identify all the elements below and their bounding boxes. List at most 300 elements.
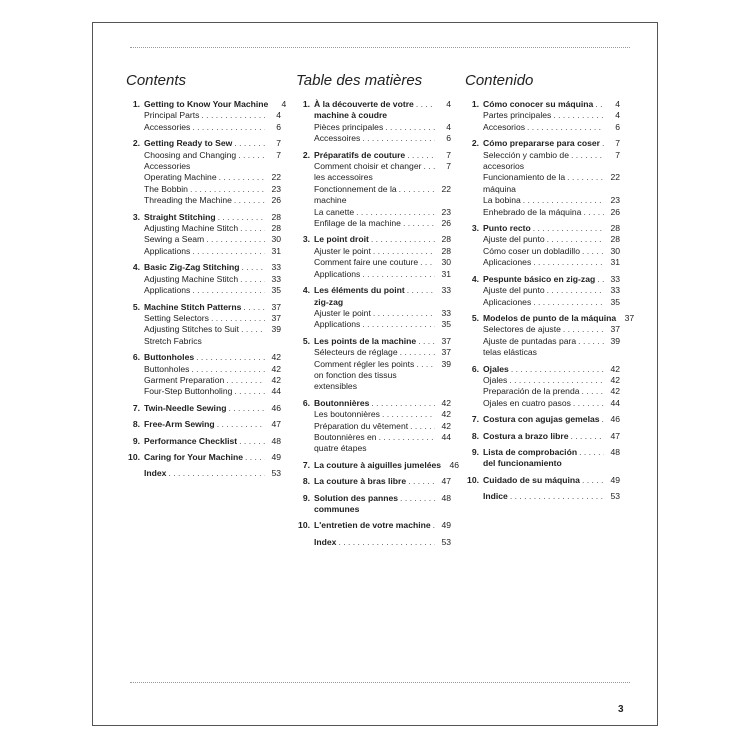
section-body [483, 447, 620, 470]
section-heading [483, 414, 620, 425]
toc-section [465, 447, 620, 470]
toc-section [465, 491, 620, 502]
section-number: 8. [132, 419, 140, 430]
dot-leader [373, 308, 435, 319]
dot-leader [416, 359, 435, 370]
entry-label: Funcionamiento de la máquina [483, 172, 566, 194]
section-body [144, 138, 281, 206]
section-body [483, 274, 620, 308]
entry-label: Cuidado de su máquina [483, 474, 580, 485]
subsection-entry [314, 184, 451, 207]
page-ref: 23 [271, 183, 281, 194]
subsection-entry [314, 257, 451, 268]
section-body [144, 403, 281, 414]
entry-label: Choosing and Changing Accessories [144, 149, 237, 172]
entry-label: Principal Parts [144, 110, 200, 121]
section-number: 8. [302, 476, 310, 487]
entry-label: Threading the Machine [144, 195, 232, 206]
subsection-entry [314, 432, 451, 455]
dot-leader [385, 122, 435, 133]
page-ref: 37 [441, 347, 451, 358]
section-number [126, 468, 144, 479]
toc-section [465, 223, 620, 269]
entry-label: Punto recto [483, 223, 531, 234]
dot-leader [371, 234, 435, 245]
page-ref: 47 [271, 419, 281, 430]
subsection-entry [314, 161, 451, 184]
entry-label: Garment Preparation [144, 374, 225, 385]
entry-label: Basic Zig-Zag Stitching [144, 262, 240, 273]
subsection-entry [144, 364, 281, 375]
dot-leader [583, 207, 604, 218]
dot-leader [533, 297, 604, 308]
section-heading [314, 150, 451, 161]
page-ref: 31 [610, 257, 620, 268]
dot-leader [570, 431, 604, 442]
toc-section [126, 212, 281, 258]
dot-leader [563, 324, 604, 335]
toc-section [296, 537, 451, 548]
entry-label: Applications [144, 285, 191, 296]
page-ref: 4 [615, 99, 620, 109]
page-ref: 53 [610, 491, 620, 502]
section-heading [144, 302, 281, 313]
section-body [483, 431, 620, 442]
section-heading [144, 352, 281, 363]
section-heading [314, 234, 451, 245]
page-ref: 30 [441, 257, 451, 268]
dot-leader [338, 537, 435, 548]
entry-label: Applications [314, 319, 361, 330]
entry-label: Index [314, 536, 337, 547]
entry-label: Ojales en cuatro pasos [483, 397, 571, 408]
subsection-entry [314, 122, 451, 133]
dot-leader [420, 257, 435, 268]
dot-leader [234, 386, 265, 397]
section-body [483, 491, 620, 502]
subsection-entry [144, 313, 281, 324]
dot-leader [228, 403, 265, 414]
entry-label: La canette [314, 206, 355, 217]
page-ref: 7 [446, 161, 451, 172]
section-heading [144, 436, 281, 447]
section-number: 1. [302, 99, 310, 109]
page-ref: 28 [271, 223, 281, 234]
subsection-entry [144, 122, 281, 133]
subsection-entry [483, 122, 620, 133]
entry-label: Selectores de ajuste [483, 324, 561, 335]
section-number: 5. [471, 312, 479, 323]
section-heading [314, 459, 460, 471]
section-number: 5. [132, 301, 140, 312]
section-heading [144, 99, 287, 110]
dot-leader [219, 172, 265, 183]
section-heading [483, 475, 620, 486]
page-ref: 48 [441, 492, 451, 503]
toc-section [296, 398, 451, 455]
section-body [314, 493, 451, 516]
section-number: 9. [302, 492, 310, 503]
page-ref: 33 [271, 273, 281, 284]
section-heading [483, 364, 620, 375]
dot-leader [192, 246, 265, 257]
section-heading [483, 491, 620, 502]
page-ref: 39 [271, 324, 281, 335]
toc-section [126, 262, 281, 296]
page-ref: 22 [441, 183, 451, 194]
page-ref: 6 [615, 121, 620, 132]
dot-leader [547, 234, 604, 245]
subsection-entry [483, 336, 620, 359]
subsection-entry [483, 297, 620, 308]
dot-leader [373, 246, 435, 257]
section-body [144, 468, 281, 479]
toc-section [126, 138, 281, 206]
entry-label: Ajuster le point [314, 307, 371, 318]
section-number: 7. [471, 414, 479, 425]
toc-section [465, 475, 620, 486]
entry-label: Preparación de la prenda [483, 386, 580, 397]
subsection-entry [483, 386, 620, 397]
entry-label: Comment faire une couture [314, 257, 419, 268]
bottom-divider [130, 682, 630, 683]
dot-leader [362, 319, 435, 330]
page-ref: 30 [610, 245, 620, 256]
entry-label: Applications [144, 245, 191, 256]
entry-label: Ajuste del punto [483, 234, 545, 245]
subsection-entry [314, 269, 451, 280]
page-ref: 6 [446, 133, 451, 144]
entry-label: Cómo prepararse para coser [483, 138, 601, 149]
page-number: 3 [618, 704, 624, 715]
page-ref: 28 [441, 234, 451, 245]
toc-section [296, 285, 451, 331]
entry-label: Free-Arm Sewing [144, 419, 215, 430]
entry-label: Sewing a Seam [144, 234, 205, 245]
page-ref: 28 [271, 211, 281, 222]
entry-label: Buttonholes [144, 363, 190, 374]
dot-leader [241, 324, 265, 335]
page-ref: 53 [441, 536, 451, 547]
section-body [314, 476, 451, 487]
column-title: Contents [126, 72, 187, 89]
subsection-entry [144, 324, 281, 347]
page-ref: 28 [441, 245, 451, 256]
contents-column-english [126, 72, 287, 480]
dot-leader [403, 218, 435, 229]
section-heading [314, 493, 451, 516]
subsection-entry [483, 207, 620, 218]
subsection-entry [144, 375, 281, 386]
section-body [483, 223, 620, 269]
page-ref: 4 [276, 110, 281, 121]
page-ref: 7 [446, 149, 451, 160]
toc-section [465, 364, 620, 410]
dot-leader [191, 364, 265, 375]
toc-section [296, 234, 451, 280]
page-ref: 35 [610, 296, 620, 307]
section-heading [144, 452, 281, 463]
entry-label: Les boutonnières [314, 409, 380, 420]
entry-label: Enfilage de la machine [314, 218, 401, 229]
toc-section [296, 493, 451, 516]
section-heading [483, 312, 635, 324]
entry-label: Machine Stitch Patterns [144, 301, 242, 312]
subsection-entry [314, 359, 451, 393]
page-ref: 44 [441, 431, 451, 442]
dot-leader [201, 110, 265, 121]
page-ref: 23 [441, 206, 451, 217]
dot-leader [410, 421, 435, 432]
section-number: 4. [471, 273, 479, 284]
page-ref: 42 [610, 374, 620, 385]
contents-column-spanish [465, 72, 635, 503]
section-body [314, 336, 451, 393]
dot-leader [571, 150, 604, 161]
entry-label: Sélecteurs de réglage [314, 347, 398, 358]
subsection-entry [314, 409, 451, 420]
section-number: 6. [132, 352, 140, 363]
subsection-entry [144, 184, 281, 195]
entry-label: Le point droit [314, 234, 369, 245]
page-ref: 4 [446, 99, 451, 109]
dot-leader [407, 150, 435, 161]
entry-label: Cómo coser un dobladillo [483, 245, 580, 256]
section-body [483, 364, 620, 410]
page-ref: 33 [271, 262, 281, 273]
entry-label: Préparatifs de couture [314, 149, 406, 160]
dot-leader [578, 336, 604, 347]
page-ref: 4 [446, 121, 451, 132]
section-heading [314, 398, 451, 409]
entry-label: Partes principales [483, 110, 552, 121]
entry-label: Setting Selectors [144, 312, 209, 323]
page-ref: 44 [610, 397, 620, 408]
page-ref: 47 [441, 476, 451, 487]
section-body [483, 312, 635, 359]
section-number: 2. [471, 138, 479, 149]
section-number: 5. [302, 335, 310, 346]
page-ref: 31 [271, 245, 281, 256]
subsection-entry [483, 110, 620, 121]
entry-label: Cómo conocer su máquina [483, 99, 594, 109]
subsection-entry [144, 386, 281, 397]
subsection-entry [483, 285, 620, 296]
dot-leader [511, 364, 604, 375]
subsection-entry [483, 398, 620, 409]
dot-leader [234, 195, 265, 206]
page-ref: 7 [615, 138, 620, 149]
section-heading [314, 520, 451, 531]
dot-leader [573, 398, 604, 409]
dot-leader [416, 99, 435, 110]
entry-label: Ojales [483, 374, 508, 385]
entry-label: Aplicaciones [483, 296, 532, 307]
dot-leader [400, 493, 435, 504]
subsection-entry [314, 347, 451, 358]
page-ref: 39 [441, 358, 451, 369]
dot-leader [423, 161, 435, 172]
entry-label: Solution des pannes communes [314, 492, 399, 514]
entry-label: Accessories [144, 121, 191, 132]
entry-label: Pièces principales [314, 121, 384, 132]
page-ref: 37 [271, 301, 281, 312]
page-ref: 47 [610, 430, 620, 441]
dot-leader [602, 414, 604, 425]
dot-leader [533, 223, 604, 234]
entry-label: Boutonnières en quatre étapes [314, 431, 377, 454]
entry-label: Applications [314, 268, 361, 279]
contents-column-french [296, 72, 460, 548]
subsection-entry [483, 234, 620, 245]
section-number: 7. [302, 459, 310, 470]
section-heading [483, 274, 620, 285]
subsection-entry [144, 234, 281, 245]
page-ref: 37 [271, 312, 281, 323]
subsection-entry [314, 319, 451, 330]
entry-label: Modelos de punto de la máquina [483, 312, 617, 323]
page-ref: 4 [615, 110, 620, 121]
dot-leader [371, 398, 435, 409]
page-ref: 46 [271, 402, 281, 413]
dot-leader [547, 285, 604, 296]
dot-leader [362, 133, 435, 144]
toc-section [126, 302, 281, 348]
dot-leader [242, 262, 266, 273]
entry-label: Straight Stitching [144, 211, 216, 222]
dot-leader [553, 110, 604, 121]
subsection-entry [483, 375, 620, 386]
entry-label: Ajuste de puntadas para telas elásticas [483, 335, 577, 358]
entry-label: La couture à bras libre [314, 476, 407, 487]
entry-label: Pespunte básico en zig-zag [483, 273, 596, 284]
dot-leader [239, 436, 265, 447]
page-ref: 7 [276, 138, 281, 149]
section-number: 2. [132, 138, 140, 149]
section-number: 9. [132, 435, 140, 446]
section-body [314, 285, 451, 331]
page-ref: 26 [610, 206, 620, 217]
column-title: Table des matières [296, 72, 423, 89]
page-ref: 42 [441, 420, 451, 431]
entry-label: La couture à aiguilles jumelées [314, 459, 442, 470]
entry-label: Performance Checklist [144, 435, 238, 446]
dot-leader [192, 122, 265, 133]
section-number: 1. [132, 99, 140, 109]
toc-section [126, 436, 281, 447]
section-heading [144, 403, 281, 414]
section-heading [144, 419, 281, 430]
subsection-entry [144, 285, 281, 296]
page-ref: 26 [441, 218, 451, 229]
entry-label: Four-Step Buttonholing [144, 386, 233, 397]
entry-label: Caring for Your Machine [144, 451, 243, 462]
page-ref: 46 [449, 459, 460, 470]
dot-leader [362, 269, 435, 280]
entry-label: Accesorios [483, 121, 526, 132]
page-ref: 30 [271, 234, 281, 245]
subsection-entry [483, 172, 620, 195]
subsection-entry [144, 195, 281, 206]
dot-leader [206, 234, 265, 245]
toc-section [126, 403, 281, 414]
section-number: 8. [471, 430, 479, 441]
section-heading [483, 447, 620, 470]
page-ref: 6 [276, 121, 281, 132]
entry-label: L'entretien de votre machine [314, 520, 431, 531]
section-heading [483, 99, 620, 110]
page-ref: 4 [281, 99, 287, 109]
toc-section [296, 459, 460, 471]
dot-leader [192, 285, 265, 296]
section-number: 2. [302, 149, 310, 160]
section-body [314, 537, 451, 548]
dot-leader [196, 352, 265, 363]
entry-label: Selección y cambio de accesorios [483, 149, 569, 172]
dot-leader [582, 475, 604, 486]
dot-leader [245, 452, 265, 463]
subsection-entry [144, 274, 281, 285]
page-ref: 23 [610, 195, 620, 206]
entry-label: Comment choisir et changer les accessoires [314, 161, 422, 183]
page-ref: 42 [610, 386, 620, 397]
entry-label: Getting to Know Your Machine [144, 99, 269, 109]
page-ref: 48 [610, 446, 620, 457]
page-ref: 49 [610, 474, 620, 485]
section-body [144, 352, 281, 398]
section-number: 7. [132, 402, 140, 413]
entry-label: Lista de comprobación del funcionamiento [483, 446, 578, 469]
page-ref: 46 [610, 414, 620, 425]
entry-label: À la découverte de votre machine à coudre [314, 99, 414, 121]
section-number: 10. [467, 474, 479, 485]
section-number [296, 537, 314, 548]
subsection-entry [314, 133, 451, 144]
toc-section [465, 414, 620, 425]
page-ref: 49 [441, 520, 451, 531]
toc-section [296, 99, 451, 145]
page-ref: 33 [441, 307, 451, 318]
toc-section [126, 452, 281, 463]
toc-section [465, 312, 635, 359]
section-heading [144, 262, 281, 273]
entry-label: Getting Ready to Sew [144, 138, 233, 149]
toc-section [126, 99, 287, 133]
page-ref: 33 [610, 273, 620, 284]
dot-leader [527, 122, 604, 133]
dot-leader [523, 195, 604, 206]
section-number: 3. [471, 223, 479, 234]
dot-leader [382, 409, 435, 420]
page-ref: 53 [271, 468, 281, 479]
entry-label: Costura con agujas gemelas [483, 414, 600, 425]
section-heading [144, 138, 281, 149]
subsection-entry [483, 257, 620, 268]
page-ref: 49 [271, 451, 281, 462]
section-heading [314, 336, 451, 347]
page-ref: 42 [271, 363, 281, 374]
entry-label: Préparation du vêtement [314, 420, 409, 431]
toc-section [296, 150, 451, 230]
toc-section [465, 431, 620, 442]
page-ref: 28 [610, 223, 620, 234]
subsection-entry [144, 246, 281, 257]
section-body [314, 234, 451, 280]
dot-leader [582, 246, 604, 257]
toc-section [126, 352, 281, 398]
section-number: 3. [132, 211, 140, 222]
dot-leader [226, 375, 265, 386]
